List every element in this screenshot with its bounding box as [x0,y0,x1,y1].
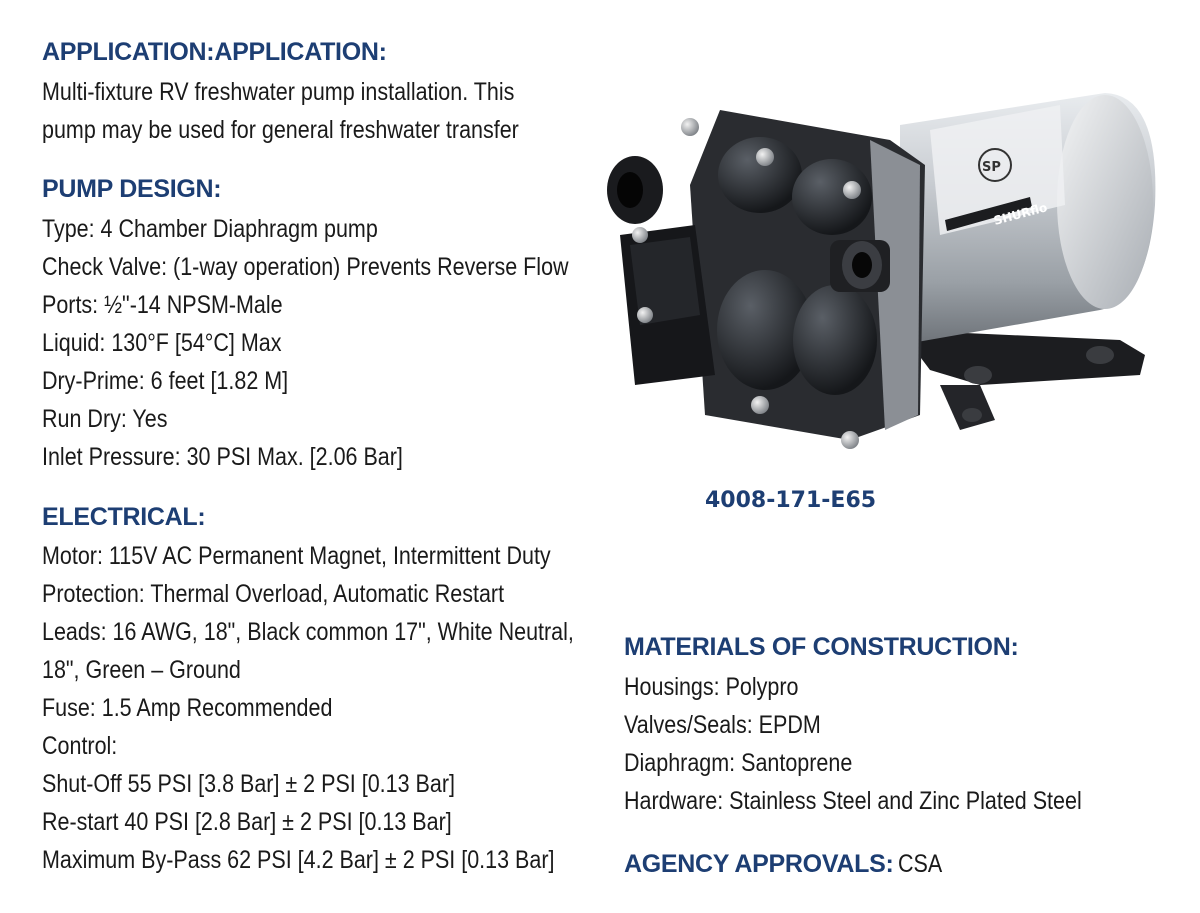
svg-text:SHURflo: SHURflo [992,200,1049,228]
spec-line: Re-start 40 PSI [2.8 Bar] ± 2 PSI [0.13 Bar] [42,808,452,836]
electrical-specs [42,537,574,879]
spec-line: Inlet Pressure: 30 PSI Max. [2.06 Bar] [42,443,403,471]
materials-heading: MATERIALS OF CONSTRUCTION: [624,633,1019,661]
spec-line: Diaphragm: Santoprene [624,749,853,777]
spec-line: Ports: ½"-14 NPSM-Male [42,291,283,319]
application-line: pump may be used for general freshwater transfer [42,116,519,144]
agency-approvals [624,845,949,883]
spec-line: Leads: 16 AWG, 18", Black common 17", White Neutral, [42,618,574,646]
spec-line: Control: [42,732,118,760]
application-text [42,73,519,149]
application-line: Multi-fixture RV freshwater pump installation. This [42,78,515,106]
spec-line: Motor: 115V AC Permanent Magnet, Intermittent Duty [42,542,551,570]
spec-line: Check Valve: (1-way operation) Prevents Reverse Flow [42,253,569,281]
spec-line: Dry-Prime: 6 feet [1.82 M] [42,367,289,395]
application-heading: APPLICATION:APPLICATION: [42,38,387,66]
svg-text:SP: SP [982,160,1001,175]
agency-value: CSA [897,850,943,878]
diaphragm-pump-photo [600,85,1160,465]
pump-design-heading: PUMP DESIGN: [42,175,222,203]
spec-line: Fuse: 1.5 Amp Recommended [42,694,333,722]
spec-line: Valves/Seals: EPDM [624,711,821,739]
spec-line: Run Dry: Yes [42,405,168,433]
spec-line: Housings: Polypro [624,673,799,701]
spec-line: Type: 4 Chamber Diaphragm pump [42,215,378,243]
model-number: 4008-171-E65 [705,488,877,513]
agency-heading: AGENCY APPROVALS: [624,850,894,878]
pump-design-specs [42,210,569,476]
spec-line: Shut-Off 55 PSI [3.8 Bar] ± 2 PSI [0.13 Bar] [42,770,455,798]
materials-specs [624,668,1082,820]
spec-line: Maximum By-Pass 62 PSI [4.2 Bar] ± 2 PSI [0.13 Bar] [42,846,555,874]
spec-line: Liquid: 130°F [54°C] Max [42,329,282,357]
spec-line: 18", Green – Ground [42,656,241,684]
electrical-heading: ELECTRICAL: [42,503,206,531]
spec-line: Protection: Thermal Overload, Automatic Restart [42,580,505,608]
spec-line: Hardware: Stainless Steel and Zinc Plated Steel [624,787,1082,815]
